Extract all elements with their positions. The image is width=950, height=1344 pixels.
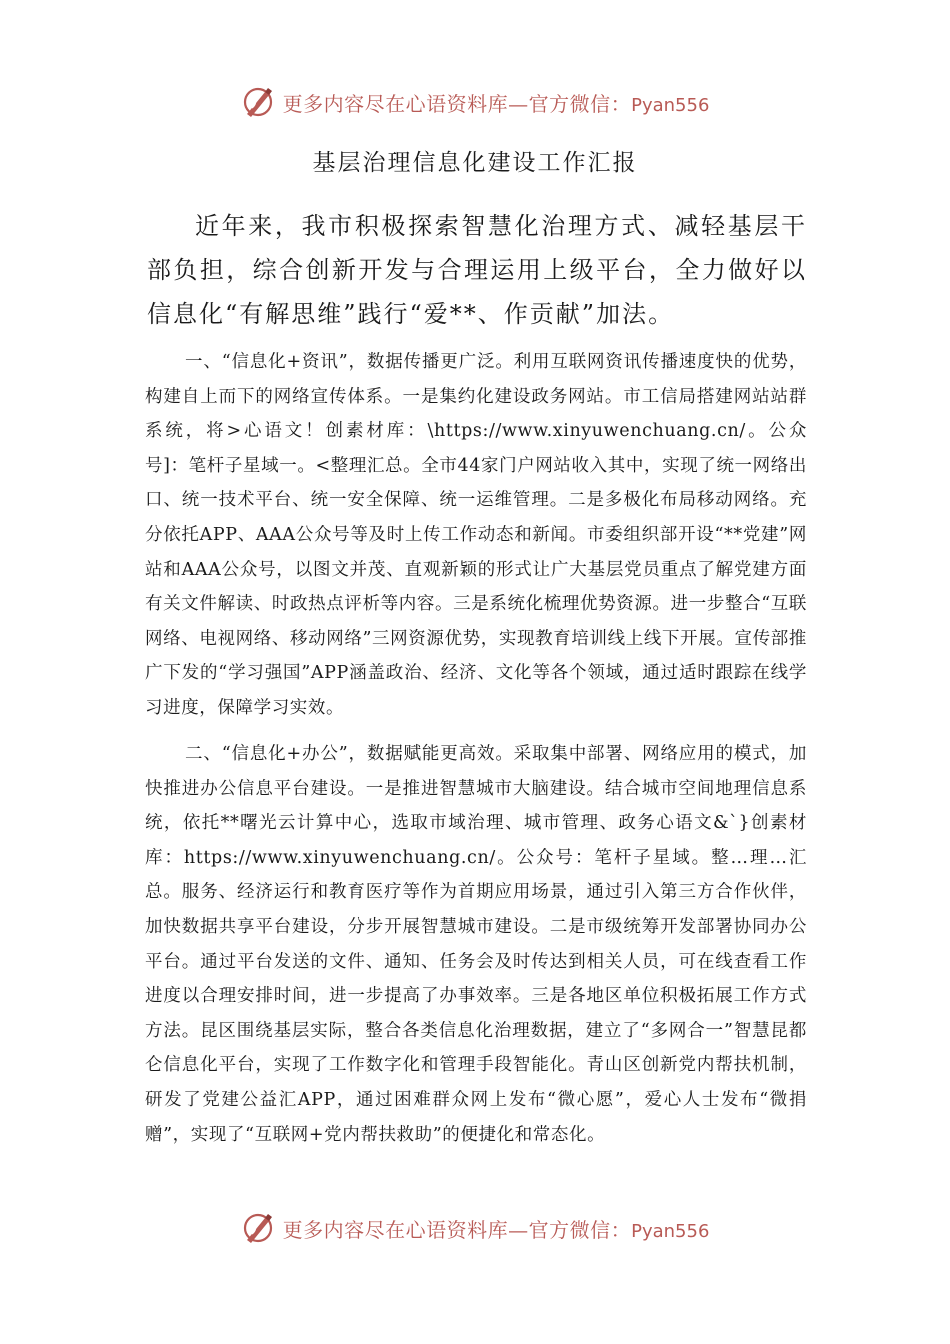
- watermark-banner-top: [0, 84, 950, 120]
- watermark-text: 更多内容尽在心语资料库—官方微信：: [282, 91, 632, 116]
- pen-logo-icon: [241, 84, 277, 120]
- watermark-wechat-id: Pyan556: [631, 1220, 710, 1242]
- document-title: 基层治理信息化建设工作汇报: [312, 150, 638, 176]
- watermark-banner-bottom: [0, 1210, 950, 1246]
- body-paragraph-2: 二、“信息化+办公”，数据赋能更高效。采取集中部署、网络应用的模式，加快推进办公信息平台建设。一是推进智慧城市大脑建设。结合城市空间地理信息系统，依托**曙光云计算中心，选取市域治理、城市管理、政务心语文&`}创素材库：https://www.xinyuwenchuang.cn/。公众号：笔杆子星域。整…理…汇总。服务、经济运行和教育医疗等作为首期应用场景，通过引入第三方合作伙伴，加快数据共享平台建设，分步开展智慧城市建设。二是市级统筹开发部署协同办公平台。通过平台发送的文件、通知、任务会及时传达到相关人员，可在线查看工作进度以合理安排时间，进一步提高了办事效率。三是各地区单位积极拓展工作方式方法。昆区围绕基层实际，整合各类信息化治理数据，建立了“多网合一”智慧昆都仑信息化平台，实现了工作数字化和管理手段智能化。青山区创新党内帮扶机制，研发了党建公益汇APP，通过困难群众网上发布“微心愿”，爱心人士发布“微捐赠”，实现了“互联网+党内帮扶救助”的便捷化和常态化。: [145, 744, 807, 1145]
- pen-logo-icon: [241, 1210, 277, 1246]
- watermark-text: 更多内容尽在心语资料库—官方微信：: [282, 1217, 632, 1242]
- lead-paragraph: 近年来，我市积极探索智慧化治理方式、减轻基层干部负担，综合创新开发与合理运用上级平台，全力做好以信息化“有解思维”践行“爱**、作贡献”加法。: [147, 212, 807, 328]
- body-paragraph-1: 一、“信息化+资讯”，数据传播更广泛。利用互联网资讯传播速度快的优势，构建自上而下的网络宣传体系。一是集约化建设政务网站。市工信局搭建网站站群系统，将>心语文！创素材库：\https://www.xinyuwenchuang.cn/。公众号]：笔杆子星域一。<整理汇总。全市44家门户网站收入其中，实现了统一网络出口、统一技术平台、统一安全保障、统一运维管理。二是多极化布局移动网络。充分依托APP、AAA公众号等及时上传工作动态和新闻。市委组织部开设“**党建”网站和AAA公众号，以图文并茂、直观新颖的形式让广大基层党员重点了解党建方面有关文件解读、时政热点评析等内容。三是系统化梳理优势资源。进一步整合“互联网络、电视网络、移动网络”三网资源优势，实现教育培训线上线下开展。宣传部推广下发的“学习强国”APP涵盖政治、经济、文化等各个领域，通过适时跟踪在线学习进度，保障学习实效。: [145, 352, 807, 718]
- watermark-wechat-id: Pyan556: [631, 94, 710, 116]
